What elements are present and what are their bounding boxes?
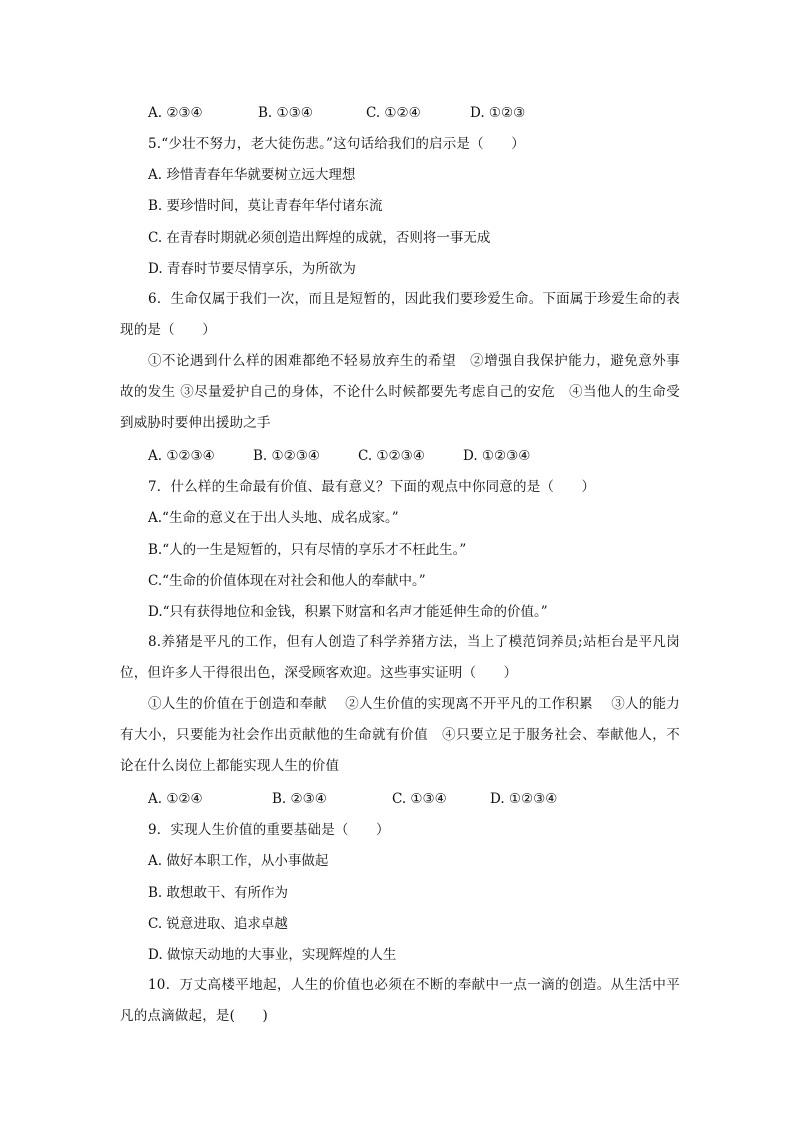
q5-stem: 5.“少壮不努力，老大徒伤悲。”这句话给我们的启示是（ ） (148, 136, 525, 152)
q5-option-b: B. 要珍惜时间，莫让青春年华付诸东流 (148, 198, 383, 214)
q4-option-b: B. ①③④ (258, 105, 313, 121)
q9-stem: 9．实现人生价值的重要基础是（ ） (148, 822, 390, 838)
q5-option-a: A. 珍惜青春年华就要树立远大理想 (148, 167, 356, 183)
q6-option-d: D. ①②③④ (463, 448, 531, 464)
q4-option-d: D. ①②③ (470, 105, 526, 121)
q9-option-d: D. 做惊天动地的大事业，实现辉煌的人生 (148, 947, 397, 963)
q4-option-a: A. ②③④ (148, 105, 203, 121)
q8-option-c: C. ①③④ (392, 791, 447, 807)
q5-option-d: D. 青春时节要尽情享乐，为所欲为 (148, 261, 356, 277)
q6-option-a: A. ①②③④ (148, 448, 215, 464)
q9-option-a: A. 做好本职工作，从小事做起 (148, 853, 329, 869)
q8-statements: ①人生的价值在于创造和奉献 ②人生价值的实现离不开平凡的工作积累 ③人的能力有大小，只要能为社会作出贡献他的生命就有价值 ④只要立足于服务社会、奉献他人，不论在什么岗位上都能实现人生的价值 (120, 696, 680, 774)
q8-option-a: A. ①②④ (148, 791, 203, 807)
q7-option-b: B.“人的一生是短暂的，只有尽情的享乐才不枉此生。” (148, 542, 467, 558)
q5-option-c: C. 在青春时期就必须创造出辉煌的成就，否则将一事无成 (148, 230, 491, 246)
q6-option-b: B. ①②③④ (253, 448, 320, 464)
q7-option-d: D.“只有获得地位和金钱，积累下财富和名声才能延伸生命的价值。” (148, 604, 548, 620)
q8-option-d: D. ①②③④ (490, 791, 558, 807)
q7-option-a: A.“生命的意义在于出人头地、成名成家。” (148, 510, 399, 526)
q10-stem: 10．万丈高楼平地起，人生的价值也必须在不断的奉献中一点一滴的创造。从生活中平凡的点滴做起，是( ) (120, 977, 680, 1024)
q7-stem: 7．什么样的生命最有价值、最有意义？下面的观点中你同意的是（ ） (148, 479, 596, 495)
q6-option-c: C. ①②③④ (358, 448, 425, 464)
q7-option-c: C.“生命的价值体现在对社会和他人的奉献中。” (148, 573, 426, 589)
q9-option-c: C. 锐意进取、追求卓越 (148, 916, 288, 932)
q8-option-b: B. ②③④ (272, 791, 327, 807)
q8-stem: 8.养猪是平凡的工作，但有人创造了科学养猪方法，当上了模范饲养员;站柜台是平凡岗位，但许多人干得很出色，深受顾客欢迎。这些事实证明（ ） (120, 634, 680, 681)
q9-option-b: B. 敢想敢干、有所作为 (148, 885, 289, 901)
q6-statements: ①不论遇到什么样的困难都绝不轻易放弃生的希望 ②增强自我保护能力，避免意外事故的发生 ③尽量爱护自己的身体，不论什么时候都要先考虑自己的安危 ④当他人的生命受到威胁时要伸出援助之手 (120, 353, 680, 431)
q6-stem: 6．生命仅属于我们一次，而且是短暂的，因此我们要珍爱生命。下面属于珍爱生命的表现的是（ ） (120, 291, 680, 338)
q4-option-c: C. ①②④ (366, 105, 421, 121)
